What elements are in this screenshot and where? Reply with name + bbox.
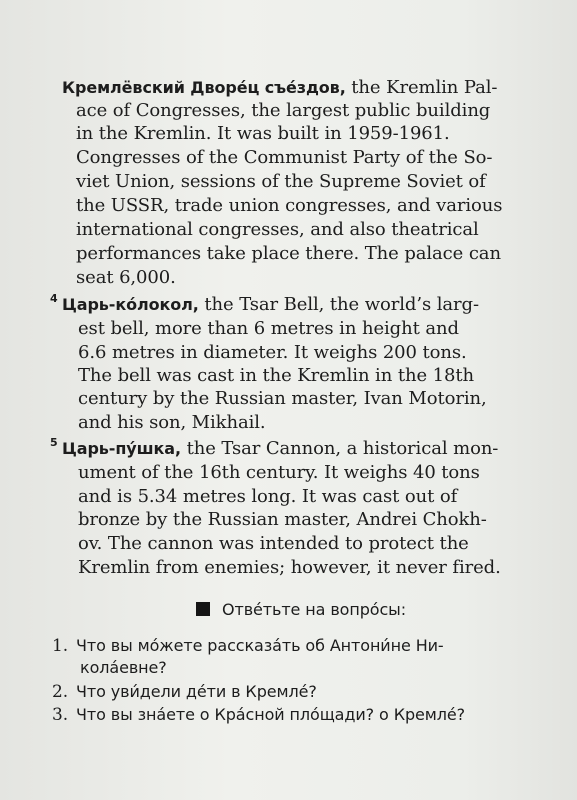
note-bell-line-1	[62, 293, 479, 316]
note-palace-line-1	[62, 76, 497, 99]
question-3-text: Что вы зна́ете о Кра́сной пло́щади? о Кремле́?	[76, 705, 465, 724]
question-2-number: 2.	[52, 682, 69, 702]
question-1-continuation: кола́евне?	[80, 658, 167, 677]
note-palace-line-5: viet Union, sessions of the Supreme Soviet of	[76, 171, 486, 192]
note-bell-line-2: est bell, more than 6 metres in height and	[78, 318, 459, 339]
question-2	[52, 680, 317, 703]
question-3-number: 3.	[52, 705, 69, 725]
note-cannon-line-3: and is 5.34 metres long. It was cast out of	[78, 486, 458, 507]
note-bell-line-4: The bell was cast in the Kremlin in the 18th	[78, 365, 474, 386]
note-palace-text: the Kremlin Pal-	[345, 77, 498, 98]
note-palace-line-6: the USSR, trade union congresses, and various	[76, 195, 503, 216]
note-bell-line-6: and his son, Mikhail.	[78, 412, 266, 433]
note-bell-term: Царь-ко́локол,	[62, 295, 199, 314]
exercise-heading-text: Отве́тьте на вопро́сы:	[222, 600, 406, 619]
note-palace-line-9: seat 6,000.	[76, 267, 176, 288]
note-palace-line-2: ace of Congresses, the largest public building	[76, 100, 491, 121]
note-palace-term: Кремлёвский Дворе́ц съе́здов,	[62, 78, 346, 97]
note-cannon-line-5: ov. The cannon was intended to protect the	[78, 533, 469, 554]
question-1-text: Что вы мо́жете рассказа́ть об Антони́не Ни-	[76, 636, 444, 655]
note-palace-line-8: performances take place there. The palace can	[76, 243, 501, 264]
note-cannon-line-2: ument of the 16th century. It weighs 40 tons	[78, 462, 480, 483]
question-1-number: 1.	[52, 636, 69, 656]
note-bell-line-3: 6.6 metres in diameter. It weighs 200 tons.	[78, 342, 467, 363]
square-bullet-icon	[196, 602, 210, 616]
question-1	[52, 634, 444, 657]
note-palace-line-4: Congresses of the Communist Party of the So-	[76, 147, 493, 168]
question-2-text: Что уви́дели де́ти в Кремле́?	[76, 682, 317, 701]
exercise-heading	[196, 598, 406, 621]
note-cannon-line-4: bronze by the Russian master, Andrei Chokh-	[78, 509, 487, 530]
note-cannon-line-1	[62, 437, 498, 460]
question-3	[52, 703, 465, 726]
note-bell-text: the Tsar Bell, the world’s larg-	[198, 294, 479, 315]
note-cannon-line-6: Kremlin from enemies; however, it never fired.	[78, 557, 501, 578]
note-bell-number: 4	[50, 292, 58, 305]
note-cannon-number: 5	[50, 436, 58, 449]
note-palace-line-7: international congresses, and also theatrical	[76, 219, 479, 240]
note-bell-line-5: century by the Russian master, Ivan Motorin,	[78, 388, 487, 409]
note-cannon-term: Царь-пу́шка,	[62, 439, 181, 458]
note-cannon-text: the Tsar Cannon, a historical mon-	[180, 438, 499, 459]
note-palace-line-3: in the Kremlin. It was built in 1959-1961.	[76, 123, 450, 144]
